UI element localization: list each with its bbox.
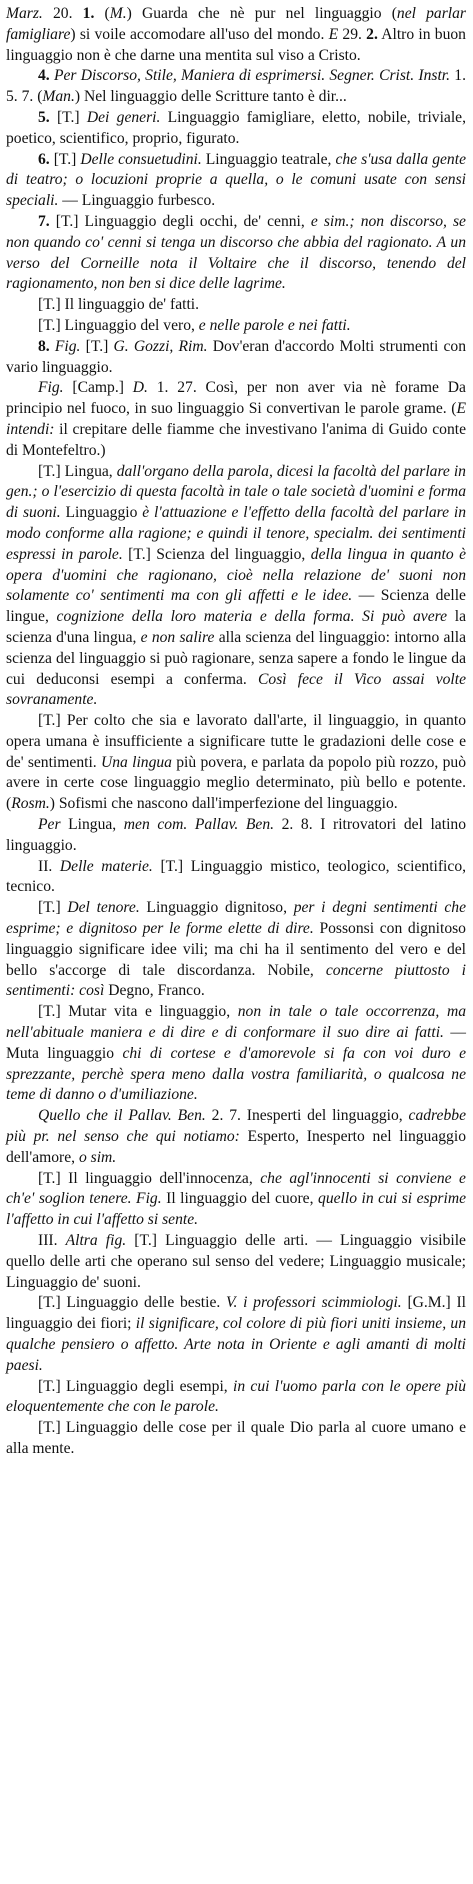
bold-number: 4. <box>38 67 50 85</box>
entry-paragraph <box>6 108 466 150</box>
text: Degno, Franco. <box>104 982 205 1000</box>
text: [T.] Linguaggio del vero, <box>38 316 199 334</box>
text: [T.] Il linguaggio dell'innocenza, <box>38 1169 261 1187</box>
italic-text: E <box>328 25 339 43</box>
entry-paragraph <box>6 1377 466 1419</box>
text: [T.] <box>38 899 68 917</box>
text: Lingua, <box>60 816 124 834</box>
italic-text: e sim.; non discorso, se non quando co' cenni si tenga un discorso che abbia del ragionato. A un verso del Corneille nota il Voltaire che il discorso, tenendo del ragionamento, non ben si dice delle lagrime. <box>6 212 466 293</box>
italic-text: Fig. <box>54 337 81 355</box>
entry-paragraph <box>6 4 466 66</box>
italic-text: G. Gozzi, Rim. <box>113 337 208 355</box>
text: 29. <box>338 25 367 43</box>
entry-paragraph <box>6 462 466 712</box>
italic-text: non in tale o tale occorrenza, ma nell'abituale maniera e di dire e di conformare il suo dire ai fatti. <box>6 1003 466 1042</box>
entry-paragraph <box>6 1169 466 1231</box>
italic-text: cognizione della loro materia e della forma. Si può avere <box>56 608 448 626</box>
italic-text: Fig. <box>38 379 64 397</box>
bold-number: 1. <box>82 5 95 22</box>
italic-text: Man. <box>42 88 75 106</box>
entry-paragraph <box>6 295 466 316</box>
text: ) si voile accomodare all'uso del mondo. <box>70 25 329 43</box>
text: — Muta linguaggio <box>6 1024 466 1062</box>
entry-paragraph <box>6 1293 466 1376</box>
text: Linguaggio famigliare, eletto, nobile, triviale, poetico, scientifico, proprio, figurato. <box>6 108 467 147</box>
italic-text: Così fece il Vico assai volte sovranamente. <box>6 670 466 709</box>
text: ) Nel linguaggio delle Scritture tanto è dir... <box>74 88 347 106</box>
text: ) Sofismi che nascono dall'imperfezione del linguaggio. <box>49 795 398 813</box>
entry-paragraph <box>6 150 466 212</box>
entry-paragraph <box>6 1106 466 1168</box>
text: Linguaggio <box>60 504 143 522</box>
text: la scienza d'una lingua, <box>6 608 467 646</box>
italic-text: e nelle parole e nei fatti. <box>198 316 351 334</box>
italic-text: cadrebbe più pr. nel senso che qui notiamo: <box>6 1107 466 1146</box>
dictionary-entry-linguaggio <box>6 4 466 1460</box>
text: [T.] Linguaggio delle arti. — Linguaggio visibile quello delle arti che operano sul senso del vedere; Linguaggio musicale; Linguaggio de' suoni. <box>6 1232 466 1291</box>
text: [T.] Linguaggio delle cose per il quale Dio parla al cuore umano e alla mente. <box>6 1419 466 1457</box>
bold-number: 2. <box>366 25 378 43</box>
text: Linguaggio teatrale, <box>201 150 336 168</box>
italic-text: o sim. <box>78 1148 117 1166</box>
italic-text: che s'usa dalla gente di teatro; o locuzioni proprie a quella, o le comuni usate con sensi speciali. <box>6 150 466 210</box>
italic-text: è l'attuazione e l'effetto della facoltà del parlare in modo conforme alla ragione; e quindi il tenore, specialm. dei sentimenti espressi in parole. <box>6 504 466 563</box>
text: 2. 8. I ritrovatori del latino linguaggio. <box>6 816 466 854</box>
italic-text: Altra fig. <box>65 1232 127 1250</box>
text: 1. 27. Così, per non aver via nè forame Da principio nel fuoco, in suo linguaggio Si convertivan le parole grame. ( <box>6 379 466 418</box>
text: 2. 7. Inesperti del linguaggio, <box>205 1107 409 1125</box>
text: — Linguaggio furbesco. <box>58 192 216 210</box>
italic-text: Per <box>38 816 61 834</box>
text: [Camp.] <box>63 379 133 397</box>
entry-paragraph <box>6 898 466 1002</box>
text: Dov'eran d'accordo Molti strumenti con vario linguaggio. <box>6 337 467 376</box>
text: Possonsi con dignitoso linguaggio significare idee vili; ma chi ha il sentimento del vero e del bello s'accorge di tale discordanza. Nobile, <box>6 920 466 979</box>
italic-text: V. i professori scimmiologi. <box>226 1294 402 1312</box>
text: [T.] <box>80 337 114 355</box>
text: alla scienza del linguaggio: intorno alla scienza del linguaggio si può ragionare, senza sapere a fondo le lingue da cui deduconsi esempi a conferma. <box>6 628 467 688</box>
text: III. <box>38 1232 66 1250</box>
text: 20. <box>42 5 83 22</box>
text: ) Guarda che nè pur nel linguaggio ( <box>126 5 397 22</box>
text: [G.M.] Il linguaggio dei fiori; <box>6 1294 466 1333</box>
italic-text: Del tenore. <box>67 899 140 917</box>
bold-number: 5. <box>38 108 50 126</box>
text: [T.] Linguaggio degli occhi, de' cenni, <box>49 212 311 230</box>
text: [T.] Il linguaggio de' fatti. <box>38 296 200 314</box>
italic-text: della lingua in quanto è opera d'uomini che ragionano, cioè nella relazione de' suoni non solamente co' sentimenti ma con gli affetti e le idee. <box>6 545 466 605</box>
text: [T.] Per colto che sia e lavorato dall'arte, il linguaggio, in quanto opera umana è insufficiente a significare tutte le gradazioni delle cose e de' sentimenti. <box>6 712 466 771</box>
text: 1. 5. 7. ( <box>6 67 466 106</box>
italic-text: E intendi: <box>6 400 466 438</box>
text: [T.] Linguaggio delle bestie. <box>38 1294 226 1312</box>
entry-paragraph <box>6 378 466 461</box>
text: [T.] <box>49 108 87 126</box>
italic-text: Delle consuetudini. <box>80 150 202 168</box>
italic-text: nel parlar famigliare <box>6 5 466 43</box>
italic-text: che agl'innocenti si conviene e ch'e' soglion tenere. Fig. <box>6 1169 466 1208</box>
bold-number: 6. <box>38 150 50 168</box>
entry-paragraph <box>6 1002 466 1106</box>
italic-text: in cui l'uomo parla con le opere più eloquentemente che con le parole. <box>6 1377 467 1416</box>
entry-paragraph <box>6 212 466 295</box>
text: — Scienza delle lingue, <box>6 587 466 626</box>
text: più povera, e parlata da popolo più rozzo, può avere in certe cose linguaggio meglio determinato, più bello e potente. ( <box>6 753 467 813</box>
entry-paragraph <box>6 1231 466 1293</box>
italic-text: quello in cui si esprime l'affetto in cui l'affetto si sente. <box>6 1190 467 1229</box>
entry-paragraph <box>6 316 466 337</box>
italic-text: chi di cortese e d'amorevole si fa con voi duro e sprezzante, perchè spera meno dalla vostra familiarità, o qualcosa ne teme di danno o d'umiliazione. <box>6 1044 466 1104</box>
italic-text: Una lingua <box>100 753 172 771</box>
text: Esperto, Inesperto nel linguaggio dell'amore, <box>6 1128 466 1166</box>
text: Linguaggio dignitoso, <box>139 899 294 917</box>
entry-paragraph <box>6 337 466 379</box>
text: [T.] <box>49 150 81 168</box>
bold-number: 7. <box>38 212 50 230</box>
text: [T.] Mutar vita e linguaggio, <box>38 1003 238 1021</box>
entry-paragraph <box>6 815 466 857</box>
text: Altro in buon linguaggio non è che darne una mentita sul viso a Cristo. <box>6 25 466 64</box>
italic-text: Delle materie. <box>59 857 153 875</box>
italic-text: e non salire <box>140 628 215 646</box>
bold-number: 8. <box>38 337 50 355</box>
italic-text: M. <box>109 5 127 22</box>
italic-text: per i degni sentimenti che esprime; e dignitoso per le forme elette di dire. <box>6 899 466 938</box>
italic-text: Per Discorso, Stile, Maniera di esprimersi. Segner. Crist. Instr. <box>53 67 451 85</box>
italic-text: men com. Pallav. Ben. <box>123 816 275 834</box>
italic-text: Dei generi. <box>86 108 161 126</box>
italic-text: Quello che il Pallav. Ben. <box>38 1107 206 1125</box>
italic-text: dall'organo della parola, dicesi la facoltà del parlare in gen.; o l'esercizio di questa facoltà in tale o tale società d'uomini e forma di suoni. <box>6 462 466 522</box>
text: ( <box>94 5 110 22</box>
italic-text: concerne piuttosto i sentimenti: così <box>6 961 467 1000</box>
text: il crepitare delle fiamme che investivano l'anima di Guido conte di Montefeltro.) <box>6 420 466 459</box>
text: [T.] Linguaggio degli esempi, <box>38 1377 233 1395</box>
text: [T.] Lingua, <box>38 462 117 480</box>
text: II. <box>38 857 60 875</box>
text: [T.] Scienza del linguaggio, <box>122 545 311 563</box>
entry-paragraph <box>6 1418 466 1460</box>
entry-paragraph <box>6 857 466 899</box>
italic-text: D. <box>132 379 148 397</box>
text: [T.] Linguaggio mistico, teologico, scientifico, tecnico. <box>6 857 467 896</box>
entry-paragraph <box>6 66 466 108</box>
italic-text: Rosm. <box>11 795 50 813</box>
italic-text: Marz. <box>6 5 43 22</box>
italic-text: il significare, col colore di più fiori uniti insieme, un qualche pensiero o affetto. Arte nota in Oriente e agli amanti di molti paesi. <box>6 1315 466 1374</box>
text: Il linguaggio del cuore, <box>161 1190 319 1208</box>
entry-paragraph <box>6 711 466 815</box>
